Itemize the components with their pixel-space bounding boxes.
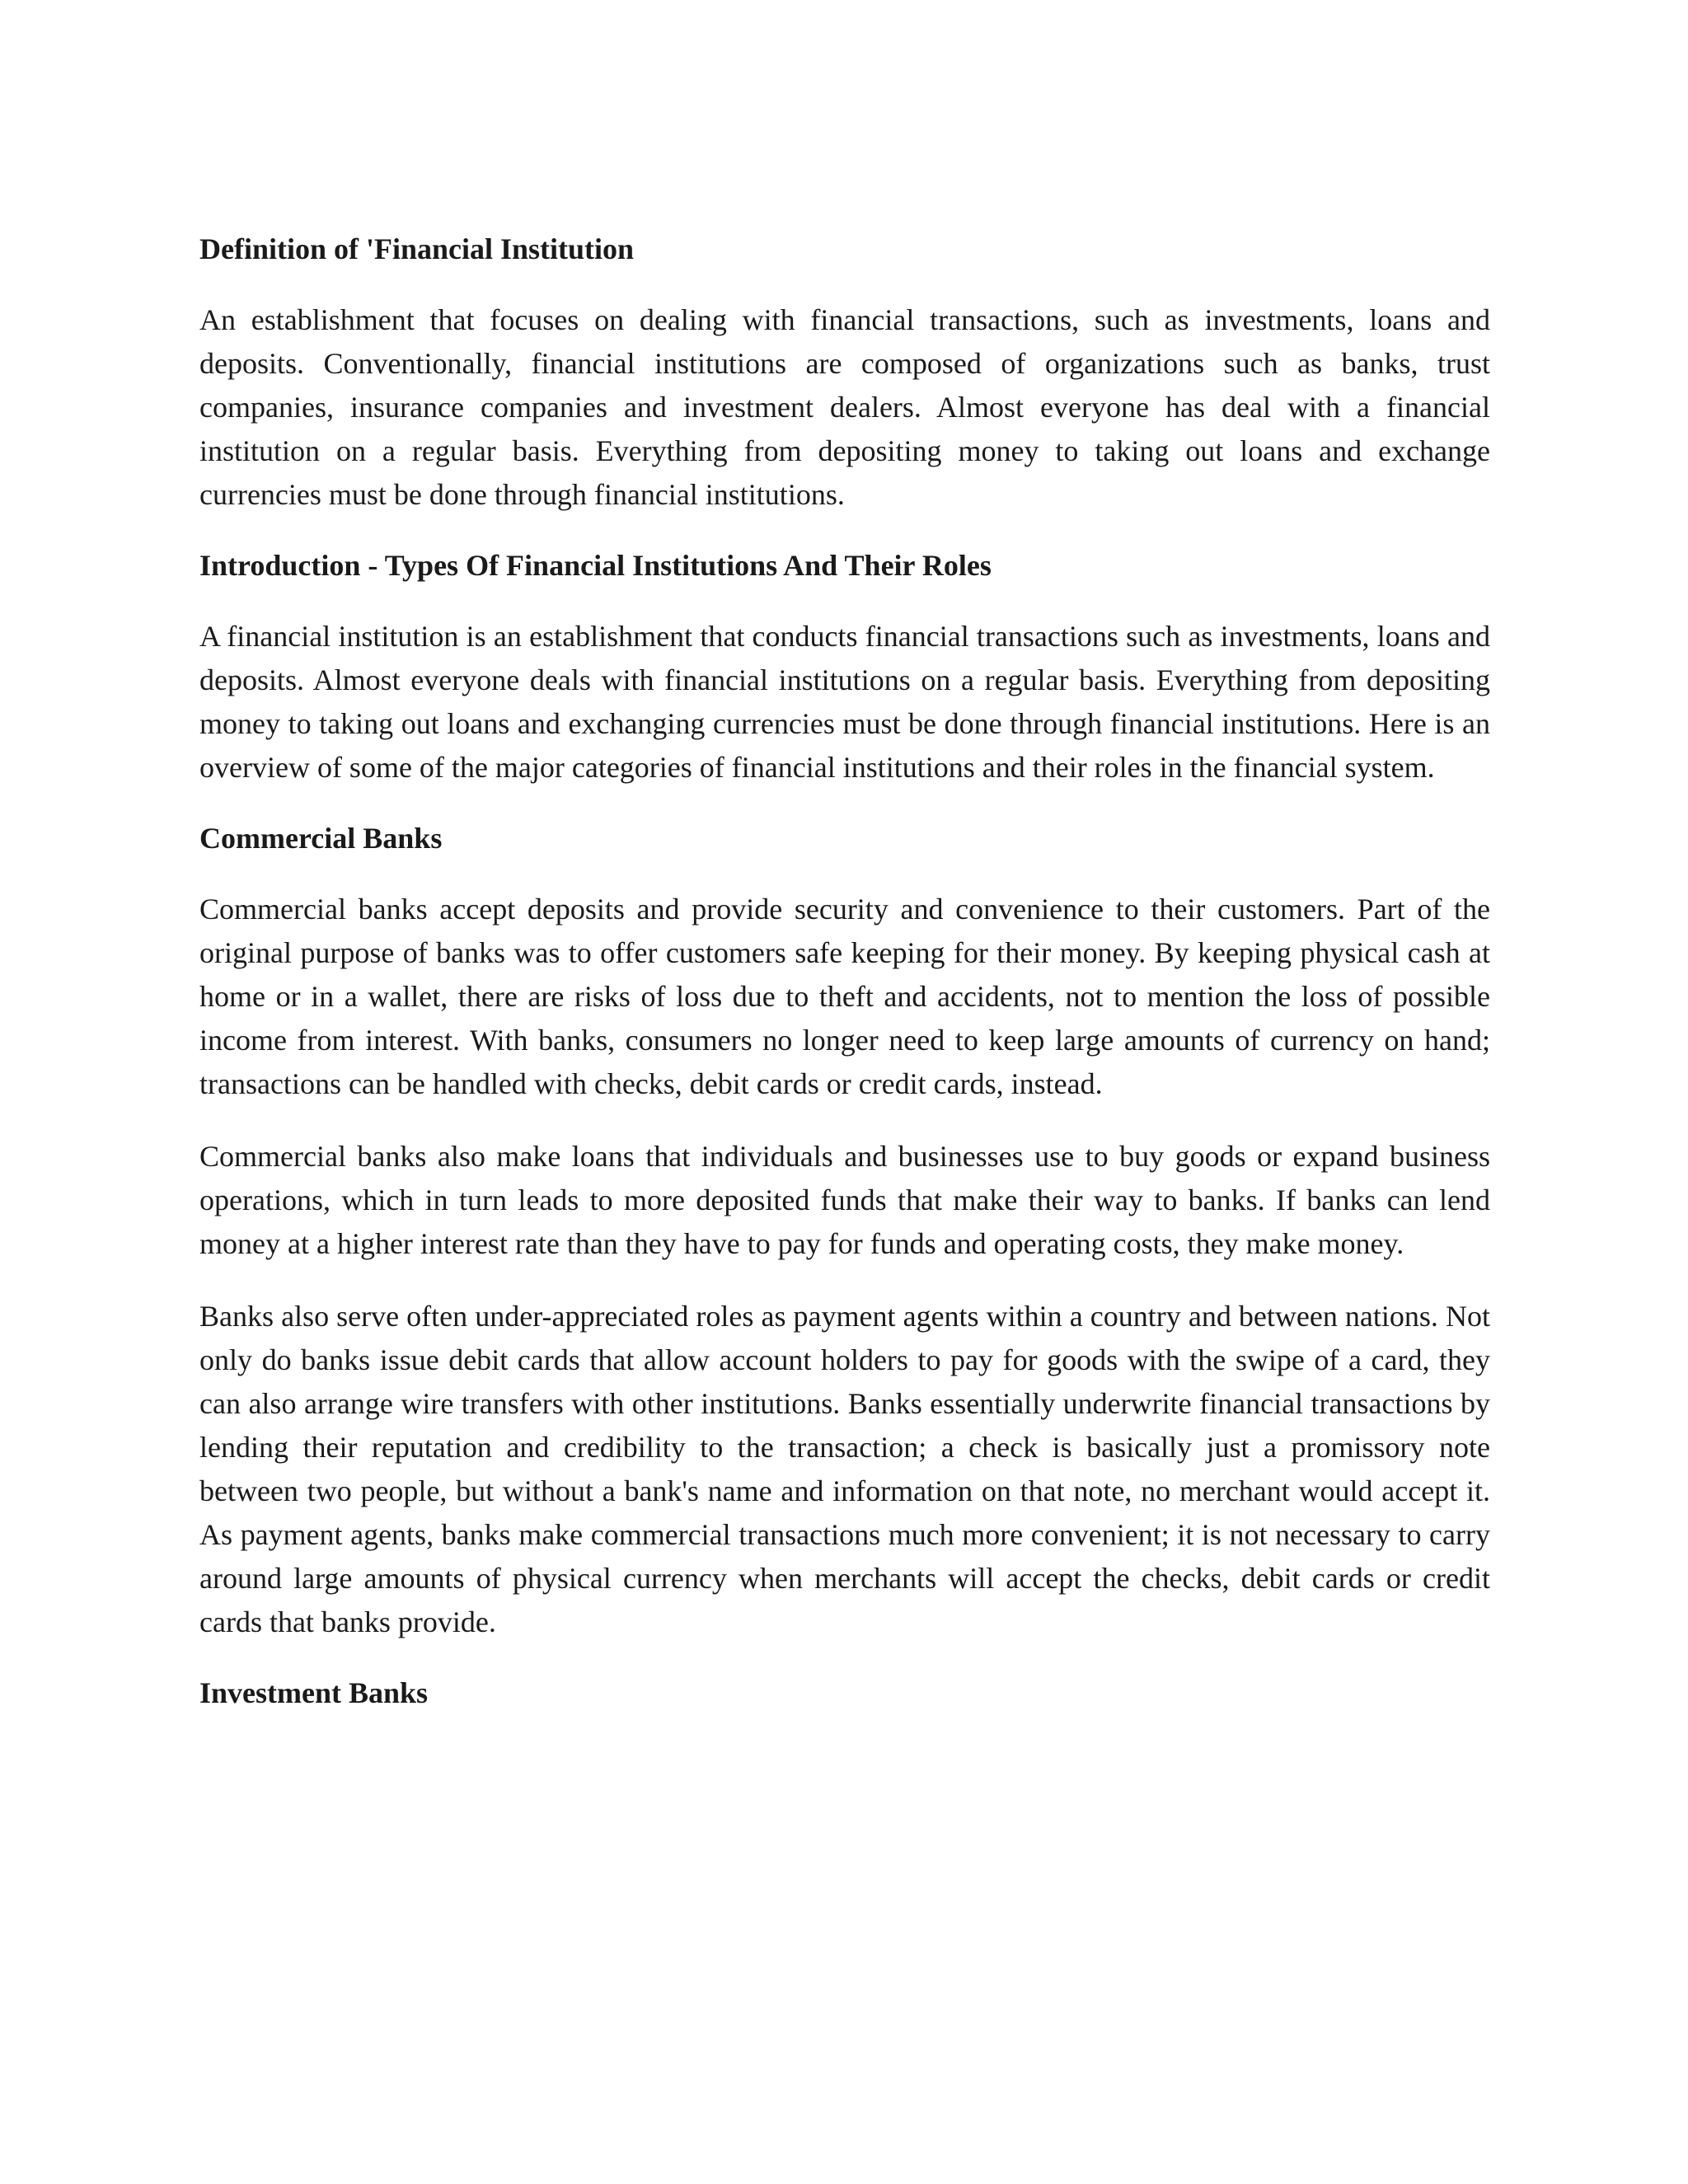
document-body — [199, 229, 1490, 1742]
section-heading-investment-banks: Investment Banks — [199, 1676, 429, 1709]
paragraph-commercial-banks-1: Commercial banks accept deposits and provide security and convenience to their customers. Part of the original purpose of banks was to offer customers safe keeping for their money. By keeping physical cash at home or in a wallet, there are risks of loss due to theft and accidents, not to mention the loss of possible income from interest. With banks, consumers no longer need to keep large amounts of currency on hand; transactions can be handled with checks, debit cards or credit cards, instead. — [199, 893, 1490, 1100]
section-heading-definition: Definition of 'Financial Institution — [199, 232, 635, 265]
section-heading-commercial-banks: Commercial Banks — [199, 822, 443, 855]
paragraph-introduction: A financial institution is an establishment that conducts financial transactions such as investments, loans and deposits. Almost everyone deals with financial institutions on a regular basis. Everything from depositing money to taking out loans and exchanging currencies must be done through financial institutions. Here is an overview of some of the major categories of financial institutions and their roles in the financial system. — [199, 620, 1490, 784]
paragraph-definition: An establishment that focuses on dealing with financial transactions, such as investments, loans and deposits. Conventionally, financial institutions are composed of organizations such as banks, trust companies, insurance companies and investment dealers. Almost everyone has deal with a financial institution on a regular basis. Everything from depositing money to taking out loans and exchange currencies must be done through financial institutions. — [199, 303, 1490, 511]
section-heading-introduction: Introduction - Types Of Financial Institutions And Their Roles — [199, 549, 992, 582]
paragraph-commercial-banks-3: Banks also serve often under-appreciated roles as payment agents within a country and between nations. Not only do banks issue debit cards that allow account holders to pay for goods with the swipe of a card, they can also arrange wire transfers with other institutions. Banks essentially underwrite financial transactions by lending their reputation and credibility to the transaction; a check is basically just a promissory note between two people, but without a bank's name and information on that note, no merchant would accept it. As payment agents, banks make commercial transactions much more convenient; it is not necessary to carry around large amounts of physical currency when merchants will accept the checks, debit cards or credit cards that banks provide. — [199, 1300, 1490, 1638]
paragraph-commercial-banks-2: Commercial banks also make loans that individuals and businesses use to buy goods or expand business operations, which in turn leads to more deposited funds that make their way to banks. If banks can lend money at a higher interest rate than they have to pay for funds and operating costs, they make money. — [199, 1140, 1490, 1260]
